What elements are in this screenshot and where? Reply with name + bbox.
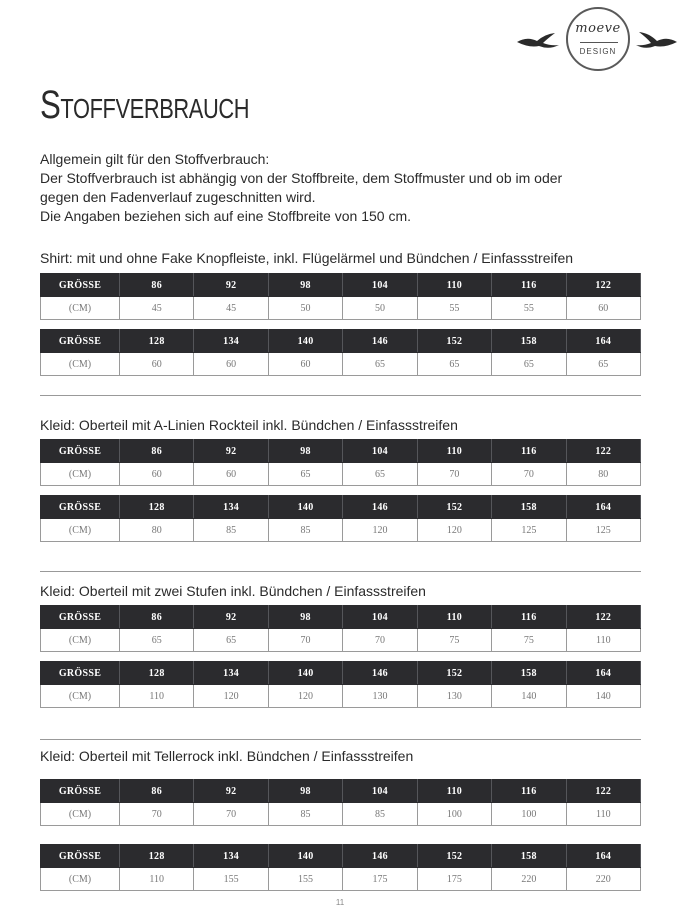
size-cell: 134: [194, 330, 268, 353]
value-cell: 120: [417, 519, 491, 542]
value-cell: 70: [417, 463, 491, 486]
size-label: GRÖSSE: [41, 330, 120, 353]
size-cell: 122: [566, 440, 640, 463]
value-cell: 60: [194, 463, 268, 486]
value-cell: 80: [566, 463, 640, 486]
value-cell: 65: [566, 353, 640, 376]
value-cell: 175: [343, 868, 417, 891]
unit-label: (CM): [41, 685, 120, 708]
value-cell: 120: [194, 685, 268, 708]
size-cell: 92: [194, 440, 268, 463]
value-cell: 110: [566, 803, 640, 826]
value-cell: 60: [194, 353, 268, 376]
size-label: GRÖSSE: [41, 606, 120, 629]
size-cell: 128: [120, 496, 194, 519]
value-cell: 130: [417, 685, 491, 708]
size-row: [41, 606, 641, 629]
size-cell: 140: [268, 662, 342, 685]
value-cell: 85: [194, 519, 268, 542]
size-table: [40, 329, 641, 376]
value-cell: 130: [343, 685, 417, 708]
size-label: GRÖSSE: [41, 274, 120, 297]
size-label: GRÖSSE: [41, 845, 120, 868]
size-row: [41, 330, 641, 353]
size-cell: 140: [268, 496, 342, 519]
size-cell: 98: [268, 440, 342, 463]
logo-subtitle: DESIGN: [579, 47, 617, 56]
unit-label: (CM): [41, 519, 120, 542]
size-cell: 116: [492, 780, 566, 803]
size-cell: 110: [417, 440, 491, 463]
page-number: 11: [335, 898, 345, 907]
size-table: [40, 661, 641, 708]
size-table: [40, 779, 641, 826]
size-table: [40, 844, 641, 891]
intro-line: Die Angaben beziehen sich auf eine Stoffbreite von 150 cm.: [40, 208, 411, 224]
section-heading: Kleid: Oberteil mit zwei Stufen inkl. Bündchen / Einfassstreifen: [40, 583, 426, 599]
size-cell: 128: [120, 330, 194, 353]
size-cell: 164: [566, 845, 640, 868]
size-cell: 116: [492, 606, 566, 629]
value-cell: 70: [120, 803, 194, 826]
size-row: [41, 780, 641, 803]
value-cell: 120: [268, 685, 342, 708]
value-cell: 50: [268, 297, 342, 320]
value-cell: 110: [120, 685, 194, 708]
logo-wordmark: moeve: [575, 21, 621, 36]
unit-label: (CM): [41, 297, 120, 320]
value-cell: 65: [268, 463, 342, 486]
size-cell: 110: [417, 274, 491, 297]
logo-separator: [580, 42, 618, 43]
size-table: [40, 439, 641, 486]
size-cell: 104: [343, 440, 417, 463]
bird-right-icon: [635, 30, 679, 52]
value-cell: 55: [492, 297, 566, 320]
size-cell: 146: [343, 845, 417, 868]
value-cell: 85: [343, 803, 417, 826]
value-cell: 65: [194, 629, 268, 652]
value-cell: 155: [268, 868, 342, 891]
unit-label: (CM): [41, 463, 120, 486]
size-cell: 122: [566, 274, 640, 297]
value-cell: 45: [194, 297, 268, 320]
value-cell: 125: [492, 519, 566, 542]
page-title: Stoffverbrauch: [40, 83, 250, 127]
size-cell: 152: [417, 330, 491, 353]
size-cell: 134: [194, 496, 268, 519]
value-cell: 85: [268, 803, 342, 826]
value-cell: 125: [566, 519, 640, 542]
value-cell: 70: [492, 463, 566, 486]
logo-circle: [566, 7, 630, 71]
size-cell: 146: [343, 330, 417, 353]
section-heading: Kleid: Oberteil mit A-Linien Rockteil inkl. Bündchen / Einfassstreifen: [40, 417, 458, 433]
size-cell: 164: [566, 330, 640, 353]
size-cell: 128: [120, 845, 194, 868]
value-cell: 65: [343, 353, 417, 376]
value-cell: 110: [566, 629, 640, 652]
size-cell: 104: [343, 606, 417, 629]
logo: [515, 4, 680, 74]
value-row: [41, 297, 641, 320]
section-divider: [40, 739, 641, 740]
unit-label: (CM): [41, 803, 120, 826]
size-cell: 158: [492, 330, 566, 353]
size-cell: 122: [566, 606, 640, 629]
size-label: GRÖSSE: [41, 662, 120, 685]
value-cell: 220: [566, 868, 640, 891]
size-cell: 110: [417, 606, 491, 629]
size-row: [41, 662, 641, 685]
size-cell: 140: [268, 330, 342, 353]
size-cell: 86: [120, 274, 194, 297]
size-cell: 86: [120, 606, 194, 629]
value-cell: 70: [268, 629, 342, 652]
size-cell: 140: [268, 845, 342, 868]
value-cell: 70: [343, 629, 417, 652]
size-cell: 86: [120, 780, 194, 803]
value-row: [41, 868, 641, 891]
value-cell: 55: [417, 297, 491, 320]
section-heading: Shirt: mit und ohne Fake Knopfleiste, inkl. Flügelärmel und Bündchen / Einfassstreifen: [40, 250, 574, 266]
section-divider: [40, 395, 641, 396]
size-cell: 98: [268, 274, 342, 297]
size-cell: 116: [492, 274, 566, 297]
value-row: [41, 463, 641, 486]
value-cell: 60: [120, 463, 194, 486]
intro-text: [40, 150, 640, 226]
value-cell: 75: [417, 629, 491, 652]
value-cell: 120: [343, 519, 417, 542]
value-cell: 100: [417, 803, 491, 826]
value-cell: 60: [268, 353, 342, 376]
size-cell: 116: [492, 440, 566, 463]
size-table: [40, 605, 641, 652]
value-row: [41, 519, 641, 542]
section-divider: [40, 571, 641, 572]
value-cell: 60: [120, 353, 194, 376]
size-label: GRÖSSE: [41, 496, 120, 519]
value-cell: 65: [120, 629, 194, 652]
size-cell: 134: [194, 845, 268, 868]
size-cell: 152: [417, 496, 491, 519]
value-cell: 155: [194, 868, 268, 891]
unit-label: (CM): [41, 868, 120, 891]
intro-line: gegen den Fadenverlauf zugeschnitten wird.: [40, 189, 316, 205]
size-table: [40, 495, 641, 542]
size-row: [41, 845, 641, 868]
intro-line: Allgemein gilt für den Stoffverbrauch:: [40, 151, 270, 167]
value-row: [41, 803, 641, 826]
size-cell: 98: [268, 606, 342, 629]
unit-label: (CM): [41, 353, 120, 376]
size-label: GRÖSSE: [41, 780, 120, 803]
size-cell: 104: [343, 274, 417, 297]
size-cell: 158: [492, 496, 566, 519]
value-cell: 220: [492, 868, 566, 891]
value-cell: 140: [566, 685, 640, 708]
value-row: [41, 353, 641, 376]
size-row: [41, 274, 641, 297]
size-cell: 110: [417, 780, 491, 803]
size-cell: 134: [194, 662, 268, 685]
value-cell: 80: [120, 519, 194, 542]
size-cell: 152: [417, 662, 491, 685]
size-cell: 164: [566, 662, 640, 685]
size-cell: 152: [417, 845, 491, 868]
value-cell: 65: [343, 463, 417, 486]
value-cell: 100: [492, 803, 566, 826]
size-row: [41, 440, 641, 463]
size-cell: 92: [194, 780, 268, 803]
size-cell: 158: [492, 662, 566, 685]
size-cell: 92: [194, 274, 268, 297]
size-cell: 158: [492, 845, 566, 868]
unit-label: (CM): [41, 629, 120, 652]
value-cell: 60: [566, 297, 640, 320]
value-cell: 140: [492, 685, 566, 708]
size-cell: 86: [120, 440, 194, 463]
value-cell: 70: [194, 803, 268, 826]
value-row: [41, 629, 641, 652]
bird-left-icon: [515, 32, 561, 52]
size-cell: 122: [566, 780, 640, 803]
size-cell: 98: [268, 780, 342, 803]
value-cell: 75: [492, 629, 566, 652]
value-cell: 65: [492, 353, 566, 376]
size-cell: 164: [566, 496, 640, 519]
value-cell: 85: [268, 519, 342, 542]
size-table: [40, 273, 641, 320]
size-cell: 104: [343, 780, 417, 803]
value-cell: 45: [120, 297, 194, 320]
value-cell: 65: [417, 353, 491, 376]
value-cell: 50: [343, 297, 417, 320]
value-cell: 175: [417, 868, 491, 891]
size-cell: 146: [343, 662, 417, 685]
intro-line: Der Stoffverbrauch ist abhängig von der Stoffbreite, dem Stoffmuster und ob im oder: [40, 170, 563, 186]
size-cell: 92: [194, 606, 268, 629]
size-row: [41, 496, 641, 519]
size-cell: 146: [343, 496, 417, 519]
section-heading: Kleid: Oberteil mit Tellerrock inkl. Bündchen / Einfassstreifen: [40, 748, 414, 764]
size-label: GRÖSSE: [41, 440, 120, 463]
value-row: [41, 685, 641, 708]
value-cell: 110: [120, 868, 194, 891]
size-cell: 128: [120, 662, 194, 685]
